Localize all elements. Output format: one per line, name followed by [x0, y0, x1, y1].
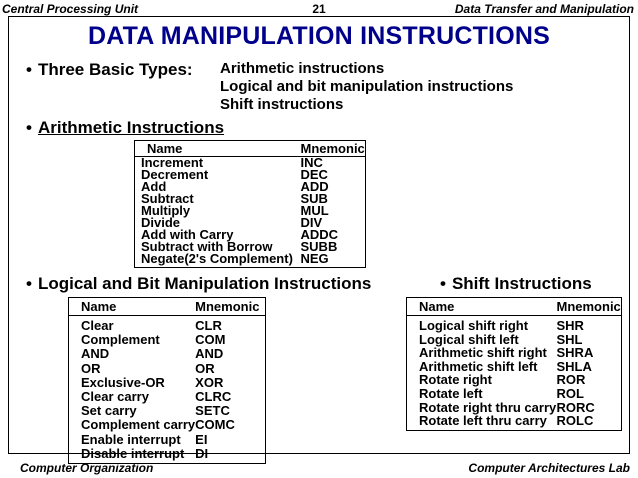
bullet-shift-label: Shift Instructions: [451, 274, 592, 293]
bullet-arithmetic-label: Arithmetic Instructions: [37, 118, 225, 137]
table-row: [69, 333, 266, 347]
mnemonic-cell: OR: [195, 360, 215, 376]
mnemonic-cell: SETC: [195, 403, 230, 419]
table-row: [407, 387, 622, 401]
name-cell: Clear carry: [81, 389, 149, 405]
mnemonic-cell: SHR: [556, 318, 584, 333]
mnemonic-cell: XOR: [195, 374, 224, 390]
header-left: Central Processing Unit: [2, 2, 139, 16]
name-cell: Subtract with Borrow: [141, 239, 273, 254]
bullet-logical: [26, 274, 371, 294]
basic-type-item: Shift instructions: [220, 96, 344, 113]
bullet-shift: [440, 274, 592, 294]
name-cell: Rotate left: [419, 385, 483, 401]
slide-title: DATA MANIPULATION INSTRUCTIONS: [88, 22, 550, 50]
mnemonic-cell: COM: [195, 332, 226, 348]
mnemonic-cell: CLRC: [195, 389, 232, 405]
mnemonic-cell: EI: [195, 431, 208, 447]
mnemonic-cell: MUL: [300, 203, 329, 218]
table-row: [407, 401, 622, 415]
mnemonic-cell: NEG: [300, 251, 329, 266]
name-cell: Complement carry: [81, 417, 196, 433]
basic-type-item: Logical and bit manipulation instructions: [220, 78, 514, 95]
basic-type-item: Arithmetic instructions: [220, 60, 385, 77]
table-row: [407, 414, 622, 430]
mnemonic-cell: DEC: [300, 167, 328, 182]
shift-table: [406, 297, 622, 431]
mnemonic-cell: DIV: [300, 215, 323, 230]
basic-types-list: [220, 60, 513, 114]
table-row: [407, 360, 622, 374]
mnemonic-cell: SHLA: [556, 358, 592, 374]
name-cell: Exclusive-OR: [81, 374, 165, 390]
page-number: 21: [312, 2, 326, 16]
footer-left: Computer Organization: [20, 461, 154, 475]
name-cell: AND: [81, 346, 110, 362]
column-header-mnemonic: Mnemonic: [556, 299, 621, 314]
name-cell: Set carry: [81, 403, 137, 419]
bullet-dot-icon: •: [26, 118, 32, 137]
name-cell: Divide: [141, 215, 181, 230]
arithmetic-table: [134, 140, 366, 268]
name-cell: Clear: [81, 318, 114, 333]
name-cell: Decrement: [141, 167, 209, 182]
table-row: [135, 253, 366, 268]
column-header-mnemonic: Mnemonic: [300, 141, 365, 156]
name-cell: Arithmetic shift left: [419, 358, 538, 374]
mnemonic-cell: ROR: [556, 372, 586, 388]
name-cell: Subtract: [141, 191, 194, 206]
table-row: [69, 418, 266, 432]
table-row: [407, 333, 622, 347]
table-row: [69, 404, 266, 418]
mnemonic-cell: CLR: [195, 318, 222, 333]
table-row: [407, 346, 622, 360]
name-cell: Increment: [141, 155, 204, 170]
name-cell: Multiply: [141, 203, 191, 218]
mnemonic-cell: RORC: [556, 399, 595, 415]
bullet-basic-types-label: Three Basic Types:: [37, 60, 193, 79]
column-header-mnemonic: Mnemonic: [195, 298, 266, 316]
name-cell: Disable interrupt: [81, 445, 185, 461]
column-header-name: Name: [135, 141, 301, 157]
table-row: [135, 169, 366, 181]
header-right: Data Transfer and Manipulation: [454, 2, 634, 16]
name-cell: Arithmetic shift right: [419, 345, 547, 361]
name-cell: Rotate right thru carry: [419, 399, 557, 415]
name-cell: Logical shift right: [419, 318, 529, 333]
mnemonic-cell: SUB: [300, 191, 328, 206]
bullet-dot-icon: •: [26, 274, 32, 293]
name-cell: Complement: [81, 332, 160, 348]
mnemonic-cell: COMC: [195, 417, 235, 433]
table-row: [407, 316, 622, 333]
bullet-basic-types: [26, 60, 193, 80]
mnemonic-cell: SUBB: [300, 239, 338, 254]
mnemonic-cell: AND: [195, 346, 224, 362]
bullet-dot-icon: •: [440, 274, 446, 293]
table-row: [69, 347, 266, 361]
name-cell: Rotate right: [419, 372, 492, 388]
bullet-dot-icon: •: [26, 60, 32, 79]
name-cell: Negate(2's Complement): [141, 251, 293, 266]
table-row: [69, 390, 266, 404]
mnemonic-cell: ROL: [556, 385, 584, 401]
name-cell: Enable interrupt: [81, 431, 181, 447]
mnemonic-cell: SHL: [556, 331, 583, 347]
mnemonic-cell: SHRA: [556, 345, 594, 361]
name-cell: Add: [141, 179, 167, 194]
footer-right: Computer Architectures Lab: [468, 461, 630, 475]
table-row: [407, 373, 622, 387]
mnemonic-cell: INC: [300, 155, 323, 170]
mnemonic-cell: ADDC: [300, 227, 339, 242]
table-row: [69, 433, 266, 447]
table-row: [69, 376, 266, 390]
name-cell: Add with Carry: [141, 227, 234, 242]
name-cell: Rotate left thru carry: [419, 413, 547, 429]
table-row: [69, 316, 266, 334]
bullet-arithmetic: [26, 118, 224, 138]
logical-table: [68, 297, 266, 464]
bullet-logical-label: Logical and Bit Manipulation Instructions: [37, 274, 372, 293]
mnemonic-cell: DI: [195, 445, 209, 461]
name-cell: Logical shift left: [419, 331, 519, 347]
column-header-name: Name: [407, 298, 557, 316]
table-row: [69, 362, 266, 376]
mnemonic-cell: ROLC: [556, 413, 594, 429]
mnemonic-cell: ADD: [300, 179, 329, 194]
column-header-name: Name: [69, 298, 196, 316]
name-cell: OR: [81, 360, 101, 376]
